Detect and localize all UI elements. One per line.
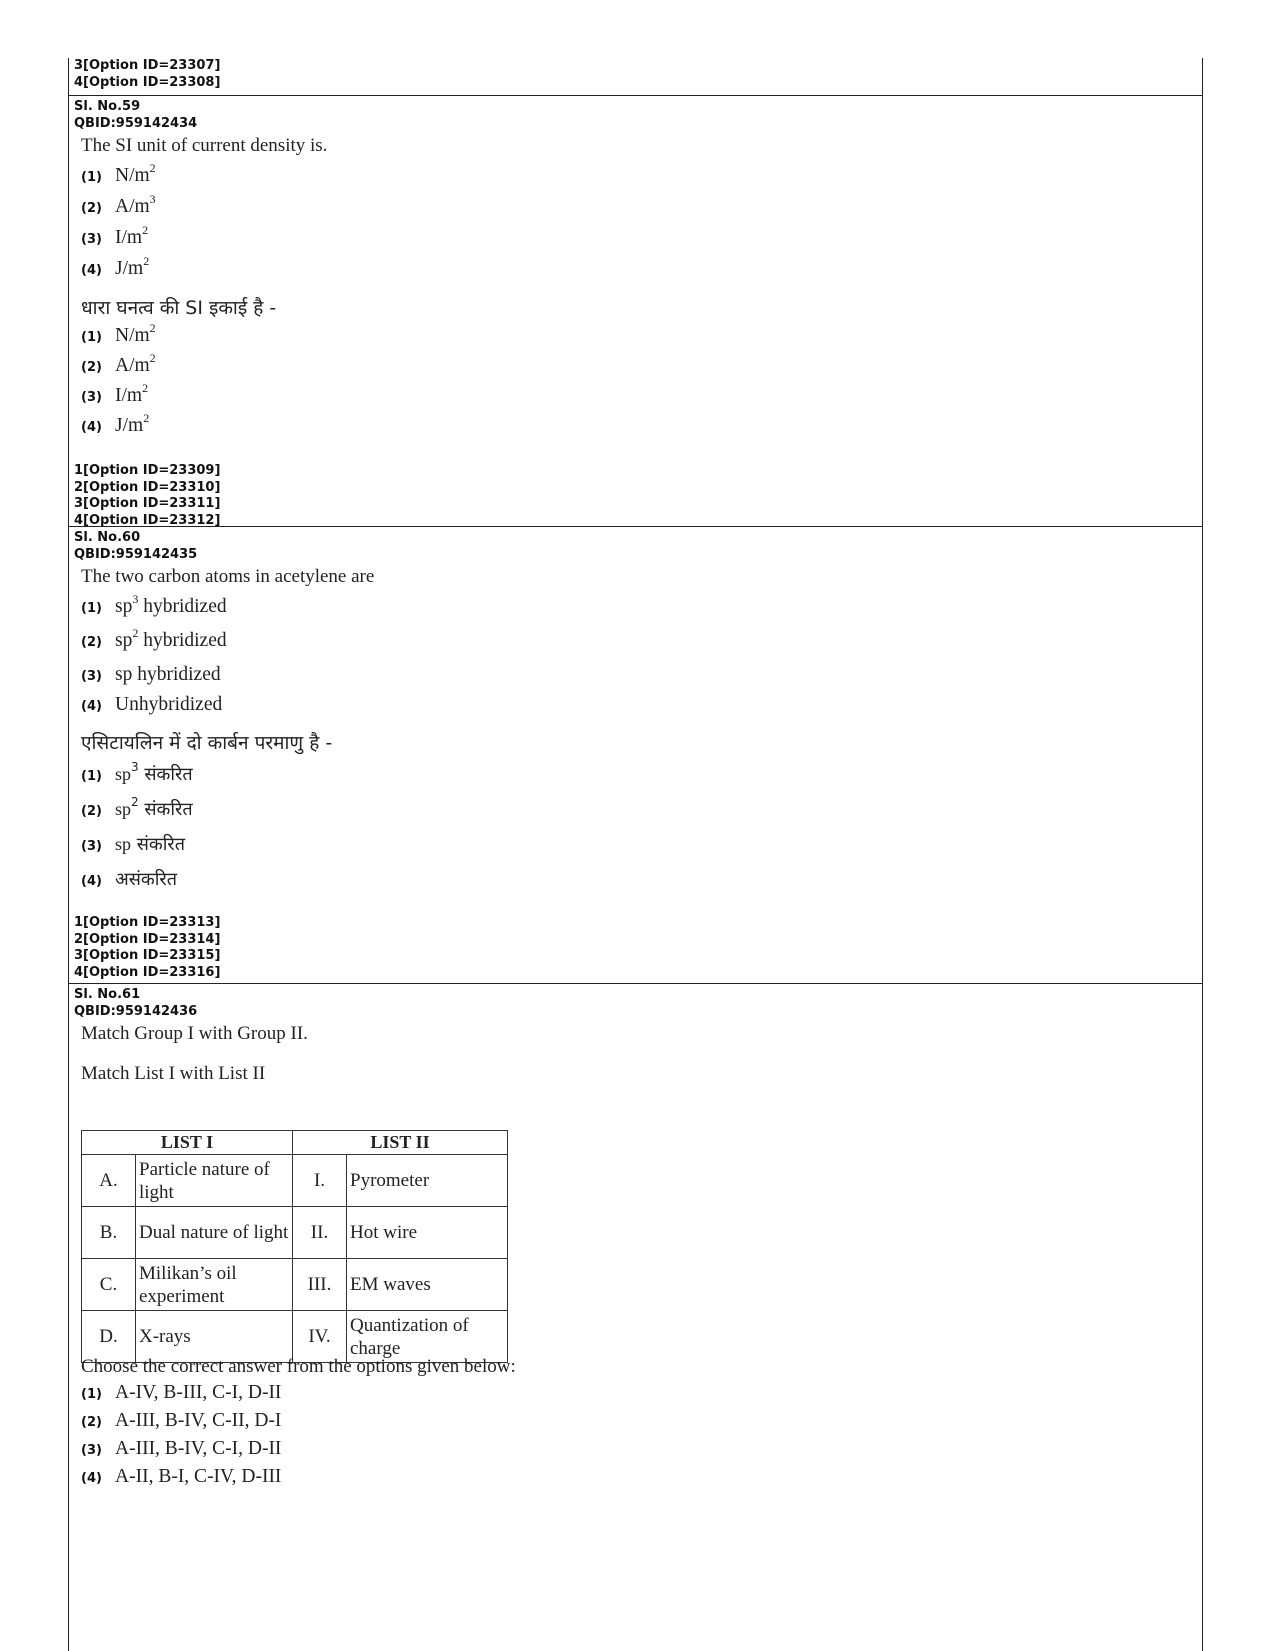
table-row: B. Dual nature of light II. Hot wire — [82, 1207, 508, 1259]
table-row: C. Milikan’s oil experiment III. EM waves — [82, 1259, 508, 1311]
question-subtext: Match List I with List II — [81, 1063, 266, 1084]
option-item: (2) A-III, B-IV, C-II, D-I — [81, 1410, 282, 1431]
option-id-line: 4[Option ID=23308] — [74, 74, 221, 90]
option-item: (1) A-IV, B-III, C-I, D-II — [81, 1382, 282, 1403]
option-item: (4) असंकरित — [81, 869, 178, 890]
option-item: (3) $I/m^2$ — [81, 223, 149, 248]
option-item: (2) $sp^2$ संकरित — [81, 795, 193, 820]
option-item: (1) $N/m^2$ — [81, 161, 156, 186]
question-text-en: Match Group I with Group II. — [81, 1023, 308, 1044]
question-60 — [69, 526, 1202, 980]
table-header: LIST I — [82, 1131, 293, 1155]
question-text-hi: एसिटायलिन में दो कार्बन परमाणु है - — [81, 732, 333, 754]
choose-instruction: Choose the correct answer from the options given below: — [81, 1356, 516, 1377]
option-item: (1) $sp^3$ संकरित — [81, 760, 193, 785]
option-item: (4) $J/m^2$ — [81, 254, 150, 279]
prev-option-ids — [69, 58, 1202, 91]
question-61 — [69, 983, 1202, 1624]
question-text-en: The SI unit of current density is. — [81, 135, 328, 156]
serial-number: Sl. No.61 — [74, 987, 141, 1002]
qbid: QBID:959142434 — [74, 115, 198, 131]
option-item: (4) A-II, B-I, C-IV, D-III — [81, 1466, 282, 1487]
option-item: (4) Unhybridized — [81, 694, 223, 715]
table-row: D. X-rays IV. Quantization of charge — [82, 1311, 508, 1363]
option-ids: 1[Option ID=23313] 2[Option ID=23314] 3[Option ID=23315] 4[Option ID=23316] — [74, 915, 221, 980]
option-item: (3) A-III, B-IV, C-I, D-II — [81, 1438, 282, 1459]
option-item: (3) sp संकरित — [81, 834, 186, 855]
question-text-hi: धारा घनत्व की SI इकाई है - — [81, 297, 277, 319]
match-table — [81, 1130, 508, 1363]
qbid: QBID:959142436 — [74, 1003, 198, 1019]
qbid: QBID:959142435 — [74, 546, 198, 562]
option-item: (2) $A/m^3$ — [81, 192, 156, 217]
table-header: LIST II — [293, 1131, 508, 1155]
serial-number: Sl. No.60 — [74, 530, 141, 545]
option-item: (3) sp hybridized — [81, 664, 221, 685]
option-item: (4) $J/m^2$ — [81, 411, 150, 436]
option-item: (2) $sp^2$ hybridized — [81, 626, 227, 651]
question-59 — [69, 95, 1202, 528]
option-item: (1) $N/m^2$ — [81, 321, 156, 346]
table-row: A. Particle nature of light I. Pyrometer — [82, 1155, 508, 1207]
option-item: (3) $I/m^2$ — [81, 381, 149, 406]
question-paper-frame — [68, 58, 1203, 1651]
option-ids: 1[Option ID=23309] 2[Option ID=23310] 3[Option ID=23311] 4[Option ID=23312] — [74, 463, 221, 528]
serial-number: Sl. No.59 — [74, 99, 141, 114]
question-text-en: The two carbon atoms in acetylene are — [81, 566, 375, 587]
option-id-line: 3[Option ID=23307] — [74, 58, 221, 73]
option-item: (2) $A/m^2$ — [81, 351, 156, 376]
option-item: (1) $sp^3$ hybridized — [81, 592, 227, 617]
